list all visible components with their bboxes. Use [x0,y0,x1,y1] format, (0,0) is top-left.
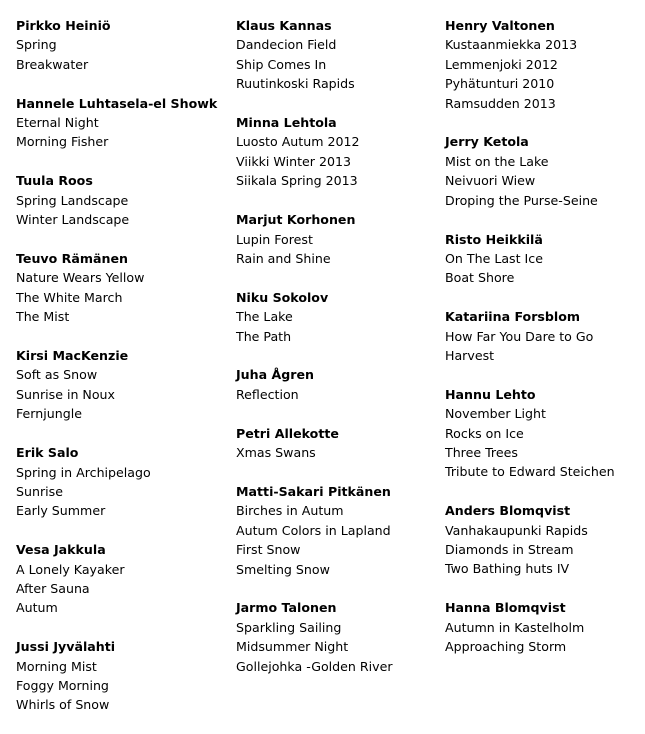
work-title: Ruutinkoski Rapids [236,76,355,92]
artist-group [445,307,645,365]
work-title: Ramsudden 2013 [445,95,556,111]
artist-name: Katariina Forsblom [445,309,581,325]
work-title: Morning Fisher [16,134,109,150]
work-title: Autum Colors in Lapland [236,522,391,538]
artist-group [236,424,441,463]
artist-group [445,230,645,288]
work-title: Autum [16,600,58,616]
artist-group [236,482,441,579]
artist-group [445,16,645,113]
work-title: Spring in Archipelago [16,464,151,480]
work-title: How Far You Dare to Go [445,328,594,344]
work-title: Breakwater [16,56,89,72]
work-title: Xmas Swans [236,445,316,461]
artist-group [236,365,441,404]
work-title: Ship Comes In [236,56,327,72]
work-title: The White March [16,289,123,305]
artist-column-2 [236,16,441,696]
artist-name: Jerry Ketola [445,134,529,150]
work-title: Siikala Spring 2013 [236,173,358,189]
artist-name: Jussi Jyvälahti [16,639,116,655]
work-title: Three Trees [445,445,518,461]
artist-name: Pirkko Heiniö [16,18,111,33]
work-title: Gollejohka -Golden River [236,658,393,674]
work-title: Sunrise [16,483,63,499]
artist-name: Petri Allekotte [236,425,339,441]
artist-group [16,443,226,521]
work-title: Soft as Snow [16,367,98,383]
artist-column-1 [16,16,226,734]
artist-column-3 [445,16,645,676]
artist-group [16,94,226,152]
work-title: Neivuori Wiew [445,173,536,189]
work-title: November Light [445,406,546,422]
artist-group [236,113,441,191]
work-title: Luosto Autum 2012 [236,134,360,150]
work-title: Two Bathing huts IV [445,561,570,577]
work-title: Mist on the Lake [445,153,549,169]
artist-group [236,598,441,676]
artist-name: Henry Valtonen [445,18,555,33]
work-title: Reflection [236,386,299,402]
artist-name: Hannele Luhtasela-el Showk [16,95,218,111]
work-title: Lupin Forest [236,231,313,247]
work-title: A Lonely Kayaker [16,561,125,577]
artist-group [445,385,645,482]
artist-group [16,249,226,327]
artist-group [16,16,226,74]
artist-group [236,16,441,94]
work-title: Kustaanmiekka 2013 [445,37,578,53]
artist-group [16,540,226,618]
work-title: Fernjungle [16,406,82,422]
artist-name: Teuvo Rämänen [16,251,128,267]
work-title: Dandecion Field [236,37,337,53]
artist-name: Kirsi MacKenzie [16,348,129,364]
work-title: Sunrise in Noux [16,386,115,402]
work-title: Sparkling Sailing [236,619,342,635]
work-title: Smelting Snow [236,561,330,577]
work-title: On The Last Ice [445,250,543,266]
artist-name: Hanna Blomqvist [445,600,566,616]
work-title: Birches in Autum [236,503,344,519]
work-title: Foggy Morning [16,678,109,694]
artist-group [236,288,441,346]
artist-name: Anders Blomqvist [445,503,571,519]
work-title: After Sauna [16,580,90,596]
work-title: Vanhakaupunki Rapids [445,522,588,538]
work-title: Spring [16,37,57,53]
artist-group [445,598,645,656]
artist-name: Risto Heikkilä [445,231,543,247]
artist-group [445,132,645,210]
work-title: Whirls of Snow [16,697,110,713]
artist-group [16,637,226,715]
work-title: Spring Landscape [16,192,129,208]
artist-group [445,501,645,579]
artist-name: Tuula Roos [16,173,93,189]
artist-name: Juha Ågren [236,367,314,383]
artist-name: Marjut Korhonen [236,212,356,228]
work-title: Boat Shore [445,270,515,286]
work-title: Early Summer [16,503,106,519]
work-title: Rocks on Ice [445,425,524,441]
artist-name: Minna Lehtola [236,115,337,131]
artist-group [236,210,441,268]
work-title: The Mist [16,309,70,325]
work-title: Autumn in Kastelholm [445,619,585,635]
artist-name: Erik Salo [16,445,79,461]
artist-name: Niku Sokolov [236,289,329,305]
work-title: Pyhätunturi 2010 [445,76,555,92]
work-title: Midsummer Night [236,639,349,655]
work-title: Droping the Purse-Seine [445,192,598,208]
work-title: Tribute to Edward Steichen [445,464,615,480]
artist-name: Vesa Jakkula [16,542,106,558]
artist-name: Jarmo Talonen [236,600,337,616]
artist-group [16,346,226,424]
work-title: Winter Landscape [16,212,130,228]
work-title: The Path [236,328,292,344]
artist-name: Matti-Sakari Pitkänen [236,484,391,500]
work-title: Approaching Storm [445,639,567,655]
work-title: Lemmenjoki 2012 [445,56,558,72]
work-title: Diamonds in Stream [445,542,574,558]
work-title: Eternal Night [16,115,99,131]
work-title: Morning Mist [16,658,97,674]
work-title: Viikki Winter 2013 [236,153,351,169]
work-title: Rain and Shine [236,250,331,266]
work-title: Harvest [445,347,495,363]
work-title: The Lake [236,309,293,325]
artist-name: Klaus Kannas [236,18,332,33]
work-title: First Snow [236,542,301,558]
artist-name: Hannu Lehto [445,386,536,402]
work-title: Nature Wears Yellow [16,270,145,286]
artist-group [16,171,226,229]
